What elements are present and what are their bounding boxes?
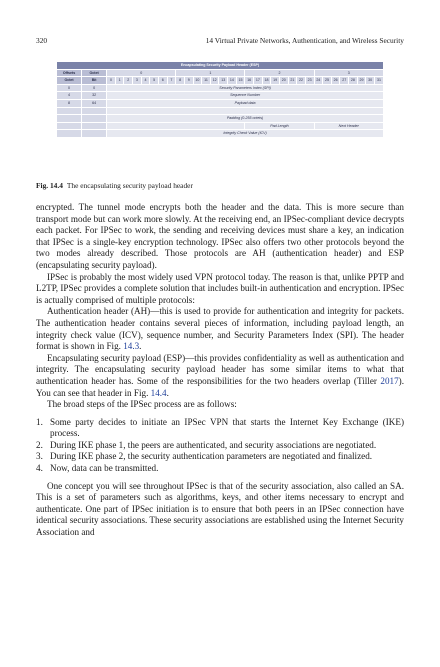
citation-link[interactable]: 2017 (380, 375, 399, 386)
paragraph-text: . (139, 341, 142, 352)
octet-column-label: Octet (57, 77, 82, 85)
list-item-number: 2. (36, 439, 43, 450)
bit-number: 31 (374, 77, 383, 85)
octet-label: Octet (82, 69, 107, 77)
figure-link[interactable]: 14.3 (123, 341, 140, 352)
figure-caption-text: The encapsulating security payload header (66, 181, 193, 190)
list-item-number: 4. (36, 463, 43, 474)
padding-field: Padding (0-255 octets) (107, 115, 384, 123)
bit-number: 9 (184, 77, 193, 85)
bit-number: 23 (305, 77, 314, 85)
icv-field: Integrity Check Value (ICV) (107, 130, 384, 138)
bit-number: 30 (366, 77, 375, 85)
bit-number: 11 (202, 77, 211, 85)
bit-number: 27 (340, 77, 349, 85)
bit-number: 25 (323, 77, 332, 85)
list-item (36, 417, 404, 440)
empty-offset-cell (82, 107, 107, 115)
next-header-field: Next Header (314, 122, 384, 130)
octet-number: 3 (314, 69, 384, 77)
paragraph: IPSec is probably the most widely used VPN protocol today. The reason is that, unlike PPTP and L2TP, IPSec provides a complete solution that includes built-in authentication and encryption. IPSec is actually comprised of multiple protocols: (36, 271, 404, 305)
body-text (36, 202, 404, 539)
empty-offset-cell (82, 115, 107, 123)
row-octet-offset: 4 (57, 92, 82, 100)
bit-number: 18 (262, 77, 271, 85)
figure-link[interactable]: 14.4 (150, 387, 167, 398)
octet-number: 2 (245, 69, 314, 77)
payload-continuation (107, 107, 384, 115)
bit-number: 19 (271, 77, 280, 85)
list-item-text: Some party decides to initiate an IPSec VPN that starts the Internet Key Exchange (IKE) process. (50, 416, 404, 439)
bit-number: 29 (357, 77, 366, 85)
running-header (36, 36, 404, 48)
running-title: 14 Virtual Private Networks, Authentication, and Wireless Security (205, 36, 404, 45)
list-item (36, 451, 404, 463)
row-octet-offset: 8 (57, 99, 82, 107)
octet-number: 1 (176, 69, 245, 77)
bit-number: 28 (349, 77, 358, 85)
list-item (36, 440, 404, 452)
bit-number: 6 (158, 77, 167, 85)
bit-number: 24 (314, 77, 323, 85)
empty-offset-cell (82, 122, 107, 130)
spi-field: Security Parameters Index (SPI) (107, 84, 384, 92)
esp-header-table (56, 61, 384, 138)
row-bit-offset: 64 (82, 99, 107, 107)
list-item (36, 463, 404, 475)
list-item-text: During IKE phase 2, the security authentication parameters are negotiated and finalized. (50, 451, 373, 462)
bit-number: 7 (167, 77, 176, 85)
sequence-number-field: Sequence Number (107, 92, 384, 100)
bit-number: 2 (124, 77, 133, 85)
figure-caption-label: Fig. 14.4 (36, 181, 63, 190)
figure-caption (36, 181, 193, 190)
list-item-number: 1. (36, 416, 43, 427)
empty-offset-cell (57, 115, 82, 123)
paragraph: One concept you will see throughout IPSec is that of the security association, also called an SA. This is a set of parameters such as algorithms, keys, and other items necessary to encrypt and authenticate. One part of IPSec initiation is to ensure that both peers in an IPSec connection have identical security associations. These security associations are established using the Internet Security Association and (36, 480, 404, 538)
bit-number: 5 (150, 77, 159, 85)
bit-number: 10 (193, 77, 202, 85)
bit-number: 20 (279, 77, 288, 85)
bit-number: 14 (228, 77, 237, 85)
esp-table-title: Encapsulating Security Payload Header (ESP) (57, 62, 384, 70)
ipsec-steps-list (36, 417, 404, 475)
row-bit-offset: 0 (82, 84, 107, 92)
bit-number: 21 (288, 77, 297, 85)
page-number: 320 (36, 36, 48, 45)
paragraph-text: Encapsulating security payload (ESP)—this provides confidentiality as well as authentication and integrity. The encapsulating security payload header has some similar items to what that authentication header has. Some of the responsibilities for the two headers overlap (Tiller (36, 352, 404, 386)
list-item-number: 3. (36, 451, 43, 462)
bit-number: 15 (236, 77, 245, 85)
row-bit-offset: 32 (82, 92, 107, 100)
paragraph: The broad steps of the IPSec process are as follows: (47, 399, 237, 410)
paragraph (36, 353, 404, 399)
bit-number: 26 (331, 77, 340, 85)
empty-offset-cell (57, 130, 82, 138)
figure-esp-header (56, 61, 384, 138)
padding-continuation (107, 122, 245, 130)
bit-number: 17 (254, 77, 263, 85)
empty-offset-cell (57, 122, 82, 130)
empty-offset-cell (57, 107, 82, 115)
paragraph-text: ). You can see that header in Fig. (36, 375, 404, 398)
paragraph-text: . (166, 387, 169, 398)
bit-number: 4 (141, 77, 150, 85)
list-item-text: During IKE phase 1, the peers are authenticated, and security associations are negotiated. (50, 439, 377, 450)
bit-number: 3 (133, 77, 142, 85)
paragraph (36, 306, 404, 352)
paragraph-text: Authentication header (AH)—this is used to provide for authentication and integrity for packets. The authentication header contains several pieces of information, including payload length, an integrity check value (ICV), sequence number, and Security Parameters Index (SPI). The header format is shown in Fig. (36, 306, 404, 352)
bit-column-label: Bit (82, 77, 107, 85)
payload-data-field: Payload data (107, 99, 384, 107)
octet-number: 0 (107, 69, 176, 77)
bit-number: 1 (115, 77, 124, 85)
bit-number: 12 (210, 77, 219, 85)
bit-number: 22 (297, 77, 306, 85)
row-octet-offset: 0 (57, 84, 82, 92)
list-item-text: Now, data can be transmitted. (50, 463, 159, 474)
bit-number: 16 (245, 77, 254, 85)
offsets-label: Offsets (57, 69, 82, 77)
empty-offset-cell (82, 130, 107, 138)
bit-number: 8 (176, 77, 185, 85)
bit-number: 0 (107, 77, 116, 85)
paragraph: encrypted. The tunnel mode encrypts both the header and the data. This is more secure than transport mode but can work more slowly. At the receiving end, an IPSec-compliant device decrypts each packet. For IPSec to work, the sending and receiving devices must share a key, an indication that IPSec is a single-key encryption technology. IPSec also offers two other protocols beyond the two modes already described. Those protocols are AH (authentication header) and ESP (encapsulating security payload). (36, 202, 404, 270)
bit-number: 13 (219, 77, 228, 85)
pad-length-field: Pad Length (245, 122, 314, 130)
